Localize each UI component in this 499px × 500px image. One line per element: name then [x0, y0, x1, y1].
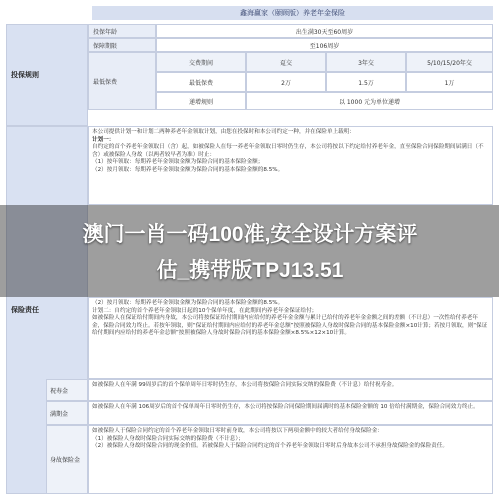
age-value: 出生满30天至60周岁 — [156, 24, 493, 38]
document-title: 鑫海赢家（颐顾版）养老年金保险 — [92, 6, 493, 20]
min-premium-label: 最低保费 — [88, 52, 156, 110]
period-value: 至106周岁 — [156, 38, 493, 52]
pay-period-multi: 5/10/15/20年交 — [406, 52, 493, 72]
min-premium-single: 2万 — [246, 72, 326, 92]
pay-period-3yr: 3年交 — [326, 52, 406, 72]
plan1-line: （1）按年领取：每期养老年金领取金额为保险合同的基本保险金额； — [92, 159, 264, 166]
survival-label: 祝寿金 — [46, 379, 88, 401]
min-premium-multi: 1万 — [406, 72, 493, 92]
benefits-intro: 本公司提供计划一和计划二两种养老年金领取计划，由您在投保时和本公司约定一种，并在保险单上载明： — [92, 129, 355, 135]
min-premium-3yr: 1.5万 — [326, 72, 406, 92]
survival-text: 如被保险人在年满 99周岁后的首个保单周年日零时仍生存，本公司将按保险合同实际交纳的保险费（不计息）给付祝寿金。 — [88, 379, 493, 401]
period-label: 保障期限 — [88, 38, 156, 52]
increment-value: 以 1000 元为单位递增 — [246, 92, 493, 110]
age-label: 投保年龄 — [88, 24, 156, 38]
death-label: 身故保险金 — [46, 425, 88, 494]
headline-line-1: 澳门一肖一码100准,安全设计方案评 — [82, 223, 418, 246]
plan1-line: 自约定的首个养老年金领取日（含）起，如被保险人在每一养老年金领取日零时仍生存，本公司将按以下约定给付养老年金，直至保险合同保险期间届满日（不含）或被保险人身故（以两者较早者为准）时止： — [92, 144, 484, 158]
plan2-line: 如被保险人在保证给付期间内身故，本公司将按保证给付期间内应给付的养老年金金额与累计已给付的养老年金金额之间的差额（不计息）一次性给付养老年金，保险合同效力终止。若按年领取，则“保证给付期间内应给付的养老年金总额”按照被保险人身故时保险合同的基本保险金额×10计算；若按月领取，则“保证给付期间内应给付的养老年金总额”按照被保险人身故时保险合同的基本保险金额×8.5%×12×10计算。 — [92, 315, 488, 337]
death-line: （2）被保险人身故时保险合同的现金价值。若被保险人于保险合同约定的首个养老年金领取日零时后身故本公司不承担身故保险金的保险责任。 — [92, 443, 448, 450]
death-line: （1）被保险人身故时保险合同实际交纳的保险费（不计息）； — [92, 435, 244, 442]
plan1-title: 计划一： — [92, 136, 115, 143]
death-text-block — [88, 425, 493, 494]
plan2-line: （2）按月领取：每期养老年金领取金额为保险合同的基本保险金额的8.5%。 — [92, 300, 284, 306]
section-benefits: 保险责任 — [6, 126, 88, 494]
plan2-block — [88, 297, 493, 379]
headline-line-2: 估_携带版TPJ13.51 — [156, 259, 344, 282]
plan1-block — [88, 126, 493, 205]
plan2-line: 计划二：自约定的首个养老年金领取日起的10个保单年度，在此期间内养老年金保证给付； — [92, 307, 318, 314]
pay-period-header: 交费期间 — [156, 52, 246, 72]
death-line: 如被保险人于保险合同约定的首个养老年金领取日零时前身故，本公司将按以下两项金额中的较大者给付身故保险金： — [92, 428, 383, 434]
plan1-line: （2）按月领取：每期养老年金领取金额为保险合同的基本保险金额的8.5%。 — [92, 166, 284, 173]
section-insurance-rules: 投保规则 — [6, 24, 88, 126]
maturity-text: 如被保险人在年满 106周岁后的首个保单周年日零时仍生存，本公司将按保险合同保险期间届满时的基本保险金额的 10 倍给付满期金，保险合同效力终止。 — [88, 401, 493, 425]
pay-period-single: 趸交 — [246, 52, 326, 72]
maturity-label: 满期金 — [46, 401, 88, 425]
min-premium-row-label: 最低保费 — [156, 72, 246, 92]
increment-label: 递增规则 — [156, 92, 246, 110]
